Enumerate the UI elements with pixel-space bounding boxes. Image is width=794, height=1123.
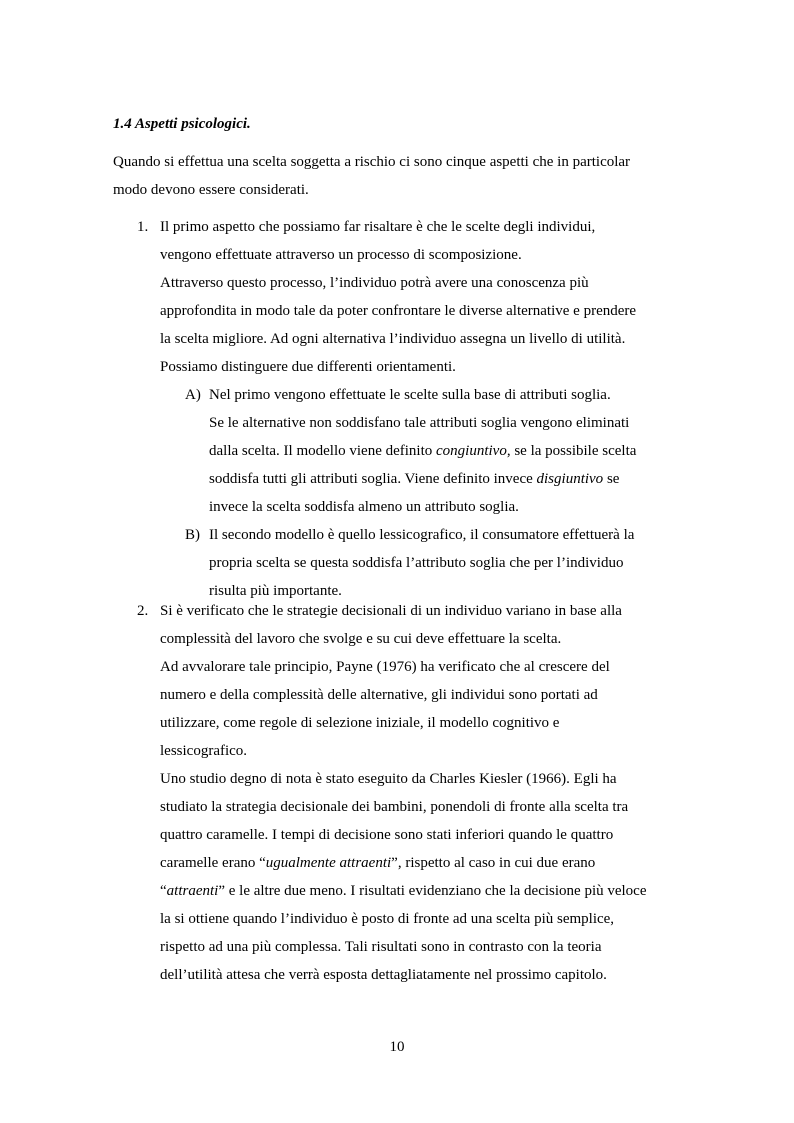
item2-line-10-text: caramelle erano “ <box>160 855 266 871</box>
item2-line-1: Si è verificato che le strategie decisionali di un individuo variano in base alla <box>160 603 622 619</box>
item1-line-1: Il primo aspetto che possiamo far risaltare è che le scelte degli individui, <box>160 219 596 235</box>
item2-line-8: studiato la strategia decisionale dei bambini, ponendoli di fronte alla scelta tra <box>160 799 629 815</box>
subA-line-1: Nel primo vengono effettuate le scelte sulla base di attributi soglia. <box>209 387 611 403</box>
intro-line-2: modo devono essere considerati. <box>113 182 309 198</box>
item2-line-7: Uno studio degno di nota è stato eseguito da Charles Kiesler (1966). Egli ha <box>160 771 617 787</box>
item2-line-13: rispetto ad una più complessa. Tali risultati sono in contrasto con la teoria <box>160 939 602 955</box>
item2-line-11-open-quote: “ <box>160 883 167 899</box>
item2-line-2: complessità del lavoro che svolge e su cui deve effettuare la scelta. <box>160 631 562 647</box>
item1-line-2: vengono effettuate attraverso un processo di scomposizione. <box>160 247 522 263</box>
item1-line-5: la scelta migliore. Ad ogni alternativa l’individuo assegna un livello di utilità. <box>160 331 626 347</box>
item2-line-4: numero e della complessità delle alternative, gli individui sono portati ad <box>160 687 598 703</box>
subB-line-2: propria scelta se questa soddisfa l’attributo soglia che per l’individuo <box>209 555 624 571</box>
sublist-item-a-text <box>209 381 689 521</box>
subA-line-3-tail: , se la possibile scelta <box>506 443 637 459</box>
intro-line-1: Quando si effettua una scelta soggetta a rischio ci sono cinque aspetti che in particolar <box>113 154 631 170</box>
item2-line-12: la si ottiene quando l’individuo è posto di fronte ad una scelta più semplice, <box>160 911 615 927</box>
list-item-1-text <box>160 213 700 381</box>
item1-line-4: approfondita in modo tale da poter confrontare le diverse alternative e prendere <box>160 303 637 319</box>
term-congiuntivo: congiuntivo <box>436 443 507 459</box>
page-number: 10 <box>389 1039 405 1055</box>
item2-line-3: Ad avvalorare tale principio, Payne (1976) ha verificato che al crescere del <box>160 659 610 675</box>
item1-line-3: Attraverso questo processo, l’individuo potrà avere una conoscenza più <box>160 275 589 291</box>
subA-line-5: invece la scelta soddisfa almeno un attributo soglia. <box>209 499 519 515</box>
list-item-1-number: 1. <box>137 219 149 235</box>
subA-line-3-text: dalla scelta. Il modello viene definito <box>209 443 437 459</box>
item2-line-11 <box>160 877 700 905</box>
subA-line-4-tail: se <box>603 471 620 487</box>
item2-line-5: utilizzare, come regole di selezione iniziale, il modello cognitivo e <box>160 715 560 731</box>
item1-line-6: Possiamo distinguere due differenti orientamenti. <box>160 359 456 375</box>
item2-line-10-tail: ”, rispetto al caso in cui due erano <box>391 855 596 871</box>
list-item-2-text <box>160 597 700 989</box>
subB-line-3: risulta più importante. <box>209 583 342 599</box>
section-heading: 1.4 Aspetti psicologici. <box>113 116 251 132</box>
item2-line-14: dell’utilità attesa che verrà esposta dettagliatamente nel prossimo capitolo. <box>160 967 607 983</box>
sublist-item-b-text <box>209 521 689 605</box>
intro-paragraph <box>113 148 688 204</box>
sublist-item-a-label: A) <box>185 387 201 403</box>
term-ugualmente-attraenti: ugualmente attraenti <box>265 855 392 871</box>
subA-line-2: Se le alternative non soddisfano tale attributi soglia vengono eliminati <box>209 415 630 431</box>
term-attraenti: attraenti <box>166 883 219 899</box>
item2-line-10 <box>160 849 700 877</box>
subA-line-4 <box>209 465 689 493</box>
sublist-item-b-label: B) <box>185 527 200 543</box>
subA-line-3 <box>209 437 689 465</box>
term-disgiuntivo: disgiuntivo <box>536 471 604 487</box>
list-item-2-number: 2. <box>137 603 149 619</box>
subB-line-1: Il secondo modello è quello lessicografico, il consumatore effettuerà la <box>209 527 635 543</box>
item2-line-6: lessicografico. <box>160 743 248 759</box>
item2-line-11-tail: ” e le altre due meno. I risultati evidenziano che la decisione più veloce <box>218 883 647 899</box>
item2-line-9: quattro caramelle. I tempi di decisione sono stati inferiori quando le quattro <box>160 827 614 843</box>
subA-line-4-text: soddisfa tutti gli attributi soglia. Viene definito invece <box>209 471 537 487</box>
